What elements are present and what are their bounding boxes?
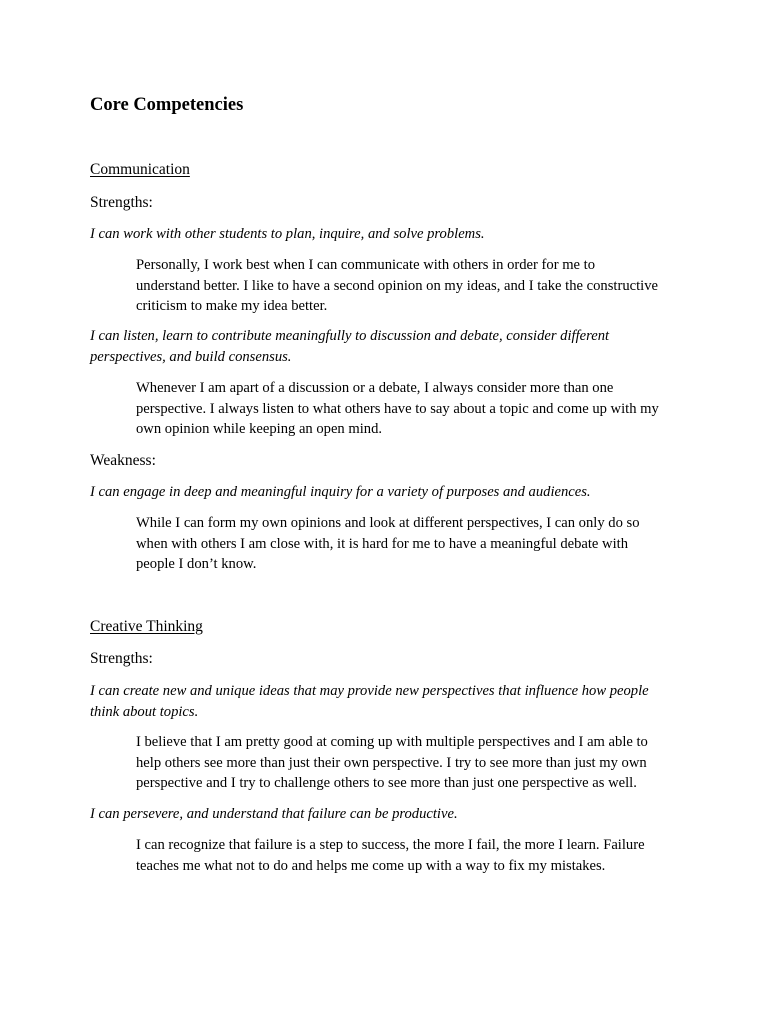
- reflection-line: teaches me what not to do and helps me come up with a way to fix my mistakes.: [136, 857, 606, 874]
- criterion-line: perspectives, and build consensus.: [90, 348, 292, 365]
- criterion-line: I can persevere, and understand that failure can be productive.: [90, 806, 458, 822]
- reflection-line: I believe that I am pretty good at coming up with multiple perspectives and I am able to: [136, 734, 648, 750]
- criterion-text: [90, 482, 591, 503]
- section-heading-creative-thinking: Creative Thinking: [90, 618, 203, 635]
- reflection-line: perspective and I try to challenge others to see more than just one perspective as well.: [136, 775, 637, 791]
- criterion-line: think about topics.: [90, 703, 199, 720]
- strengths-label: Strengths:: [90, 194, 153, 211]
- criterion-line: I can engage in deep and meaningful inquiry for a variety of purposes and audiences.: [90, 484, 591, 500]
- criterion-line: I can listen, learn to contribute meaningfully to discussion and debate, consider different: [90, 328, 610, 344]
- reflection-line: perspective. I always listen to what others have to say about a topic and come up with my: [136, 400, 659, 417]
- document-title: Core Competencies: [90, 95, 244, 115]
- reflection-line: criticism to make my idea better.: [136, 298, 328, 314]
- strengths-label: Strengths:: [90, 650, 153, 667]
- reflection-paragraph: [136, 732, 648, 794]
- reflection-line: Personally, I work best when I can communicate with others in order for me to: [136, 257, 596, 273]
- reflection-line: understand better. I like to have a second opinion on my ideas, and I take the constructive: [136, 277, 658, 294]
- criterion-text: [90, 804, 458, 825]
- reflection-line: when with others I am close with, it is hard for me to have a meaningful debate with: [136, 535, 628, 552]
- reflection-paragraph: [136, 255, 658, 317]
- weakness-label: Weakness:: [90, 452, 156, 469]
- reflection-line: own opinion while keeping an open mind.: [136, 421, 383, 437]
- criterion-text: [90, 326, 609, 367]
- reflection-line: I can recognize that failure is a step to success, the more I fail, the more I learn. Failure: [136, 837, 645, 853]
- reflection-paragraph: [136, 378, 659, 440]
- reflection-line: Whenever I am apart of a discussion or a debate, I always consider more than one: [136, 380, 614, 396]
- reflection-paragraph: [136, 835, 645, 876]
- criterion-line: I can create new and unique ideas that may provide new perspectives that influence how people: [90, 683, 649, 699]
- reflection-paragraph: [136, 513, 640, 575]
- criterion-text: [90, 681, 649, 722]
- reflection-line: While I can form my own opinions and look at different perspectives, I can only do so: [136, 515, 640, 531]
- section-heading-communication: Communication: [90, 161, 190, 178]
- criterion-line: I can work with other students to plan, inquire, and solve problems.: [90, 226, 485, 242]
- reflection-line: help others see more than just their own perspective. I try to see more than just my own: [136, 754, 647, 771]
- criterion-text: [90, 224, 485, 245]
- reflection-line: people I don’t know.: [136, 556, 257, 572]
